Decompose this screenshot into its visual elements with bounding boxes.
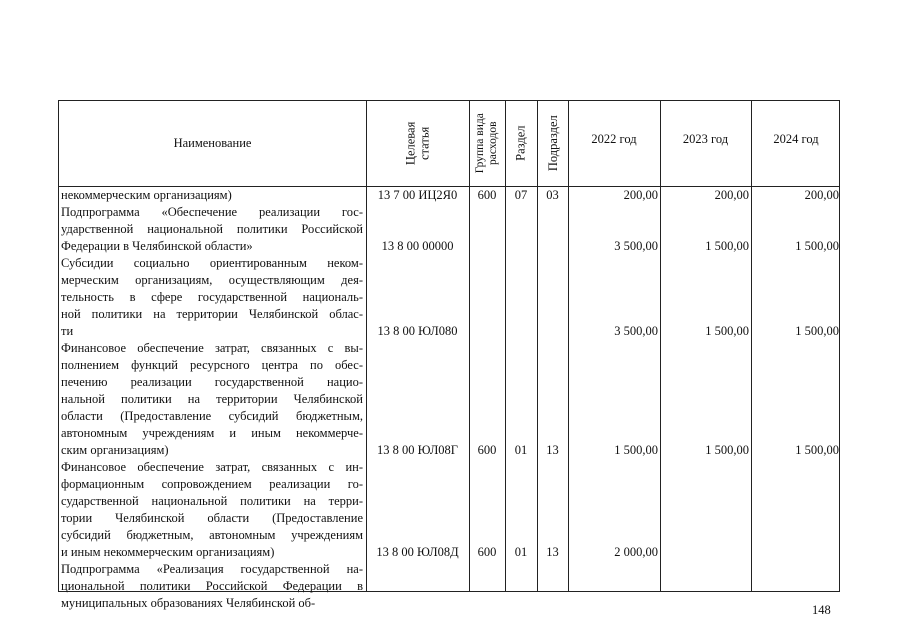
cell-section: 01 [514,545,528,559]
cell-code: 13 8 00 ЮЛ080 [377,324,458,338]
header-expense-group [469,101,505,186]
row-name-line: Подпрограмма «Обеспечение реализации гос- [61,205,363,219]
header-2022-text: 2022 год [591,132,637,147]
header-section-text: Раздел [513,125,528,162]
row-name-line: субсидий бюджетным, автономным учреждениям [61,528,363,542]
header-name-text: Наименование [173,136,252,151]
header-target-article-text: Целевая статья [403,121,432,166]
cell-v2022: 2 000,00 [614,545,658,559]
row-name-line: Подпрограмма «Реализация государственной на- [61,562,363,576]
cell-group: 600 [477,188,497,202]
cell-code: 13 7 00 ИЦ2Я0 [377,188,458,202]
row-name-line: автономным учреждениям и иным некоммерче- [61,426,363,440]
row-name-line: муниципальных образованиях Челябинской об- [61,596,316,610]
cell-subsection: 03 [546,188,559,202]
header-2022 [568,101,660,178]
row-name [61,204,363,255]
row-name [61,187,363,204]
row-name-line: ударственной национальной политики Российской [61,222,363,236]
row-name [61,340,363,459]
row-name-line: печению реализации государственной нацио- [61,375,363,389]
cell-v2023: 200,00 [714,188,749,202]
cell-v2022: 200,00 [623,188,658,202]
row-name-line: циональной политики Российской Федерации в [61,579,363,593]
cell-v2024: 200,00 [804,188,839,202]
row-name-line: ским организациям) [61,443,169,457]
row-name-line: некоммерческим организациям) [61,188,232,202]
row-name-line: Субсидии социально ориентированным неком- [61,256,363,270]
row-name [61,561,363,612]
row-name-line: формационным сопровождением реализации го- [61,477,363,491]
cell-group: 600 [477,545,497,559]
row-name-line: области (Предоставление субсидий бюджетным, [61,409,363,423]
row-name-line: Финансовое обеспечение затрат, связанных с ин- [61,460,363,474]
row-name-line: Финансовое обеспечение затрат, связанных с вы- [61,341,363,355]
row-name-line: тельность в сфере государственной националь- [61,290,363,304]
cell-v2024: 1 500,00 [795,324,839,338]
cell-v2022: 3 500,00 [614,324,658,338]
row-name-line: ти [61,324,74,338]
header-2024 [751,101,841,178]
cell-code: 13 8 00 00000 [381,239,454,253]
cell-code: 13 8 00 ЮЛ08Д [376,545,459,559]
cell-group: 600 [477,443,497,457]
row-name-line: и иным некоммерческим организациям) [61,545,275,559]
header-expense-group-text: Группа вида расходов [473,113,500,174]
cell-v2022: 1 500,00 [614,443,658,457]
row-name-line: нальной политики на территории Челябинской [61,392,363,406]
cell-v2024: 1 500,00 [795,239,839,253]
cell-subsection: 13 [546,545,559,559]
header-name [59,101,366,186]
row-name [61,255,363,340]
row-name-line: ной политики на территории Челябинской облас- [61,307,363,321]
cell-v2024: 1 500,00 [795,443,839,457]
cell-section: 01 [514,443,528,457]
header-2023-text: 2023 год [682,132,729,147]
header-2024-text: 2024 год [773,132,819,147]
header-subsection-text: Подраздел [545,115,560,172]
row-name-line: Федерации в Челябинской области» [61,239,253,253]
row-name-line: полнением функций ресурсного центра по обес- [61,358,363,372]
cell-subsection: 13 [546,443,559,457]
header-target-article [366,101,469,186]
cell-code: 13 8 00 ЮЛ08Г [376,443,459,457]
cell-v2023: 1 500,00 [705,239,749,253]
cell-section: 07 [514,188,528,202]
row-name-line: сударственной национальной политики на терри- [61,494,363,508]
cell-v2023: 1 500,00 [705,324,749,338]
row-name-line: тории Челябинской области (Предоставление [61,511,363,525]
row-name [61,459,363,561]
cell-v2023: 1 500,00 [705,443,749,457]
cell-v2022: 3 500,00 [614,239,658,253]
row-name-line: мерческим организациям, осуществляющим дея- [61,273,363,287]
header-section [505,101,537,186]
header-2023 [660,101,751,178]
page-number: 148 [812,603,831,617]
header-subsection [537,101,568,186]
